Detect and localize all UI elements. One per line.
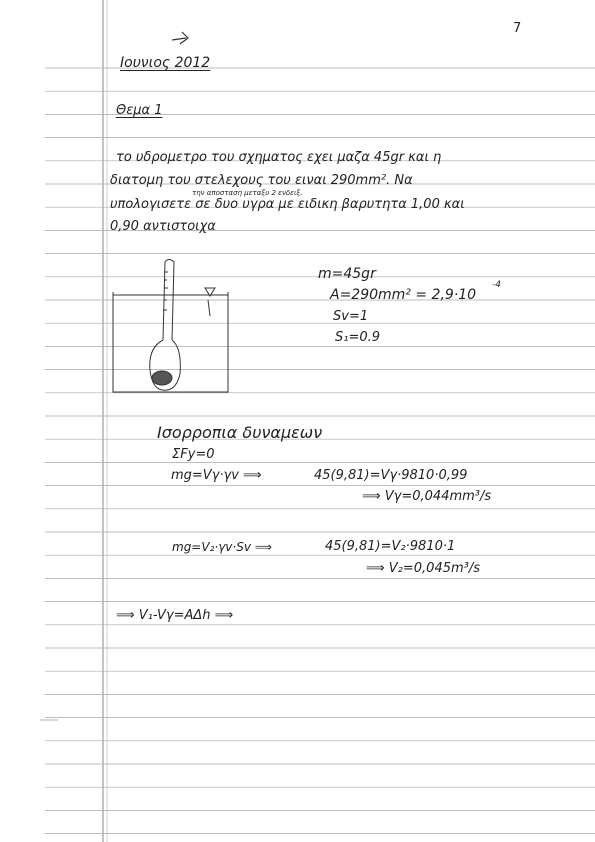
given-area-exponent: -4 xyxy=(492,280,501,290)
problem-insert: την αποσταση μεταξυ 2 ενδειξ. xyxy=(192,189,303,197)
equation-1-right: 45(9,81)=Vγ·9810·0,99 xyxy=(314,468,468,483)
problem-line-3: υπολογισετε σε δυο υγρα με ειδικη βαρυτητα 1,00 και xyxy=(110,197,465,212)
hydrometer-diagram xyxy=(113,260,228,393)
arrow-doodle-icon xyxy=(172,32,188,44)
equation-1-left: mg=Vγ·γv ⟹ xyxy=(171,468,262,483)
page-number: 7 xyxy=(513,21,522,36)
given-mass: m=45gr xyxy=(318,266,376,282)
date-heading: Ιουνιος 2012 xyxy=(120,55,211,71)
sum-forces: ΣFy=0 xyxy=(172,447,215,462)
equation-2-left: mg=V₂·γv·Sv ⟹ xyxy=(172,540,272,554)
given-s2: S₁=0.9 xyxy=(335,330,381,345)
equation-2-result: ⟹ V₂=0,045m³/s xyxy=(366,561,481,576)
equation-1-result: ⟹ Vγ=0,044mm³/s xyxy=(362,489,492,504)
solution-heading: Ισορροπια δυναμεων xyxy=(157,423,323,442)
final-relation: ⟹ V₁-Vγ=AΔh ⟹ xyxy=(116,608,234,623)
hydrometer-stem xyxy=(163,262,174,340)
given-s1: Sv=1 xyxy=(333,309,369,324)
equation-2-right: 45(9,81)=V₂·9810·1 xyxy=(325,539,456,554)
problem-line-1: το υδρομετρο του σχηματος εχει μαζα 45gr και η xyxy=(116,150,442,165)
problem-line-2: διατομη του στελεχους του ειναι 290mm². Να xyxy=(110,173,413,188)
given-area: A=290mm² = 2,9·10 xyxy=(330,287,477,303)
problem-line-4: 0,90 αντιστοιχα xyxy=(110,219,216,234)
section-heading: Θεμα 1 xyxy=(116,103,163,118)
